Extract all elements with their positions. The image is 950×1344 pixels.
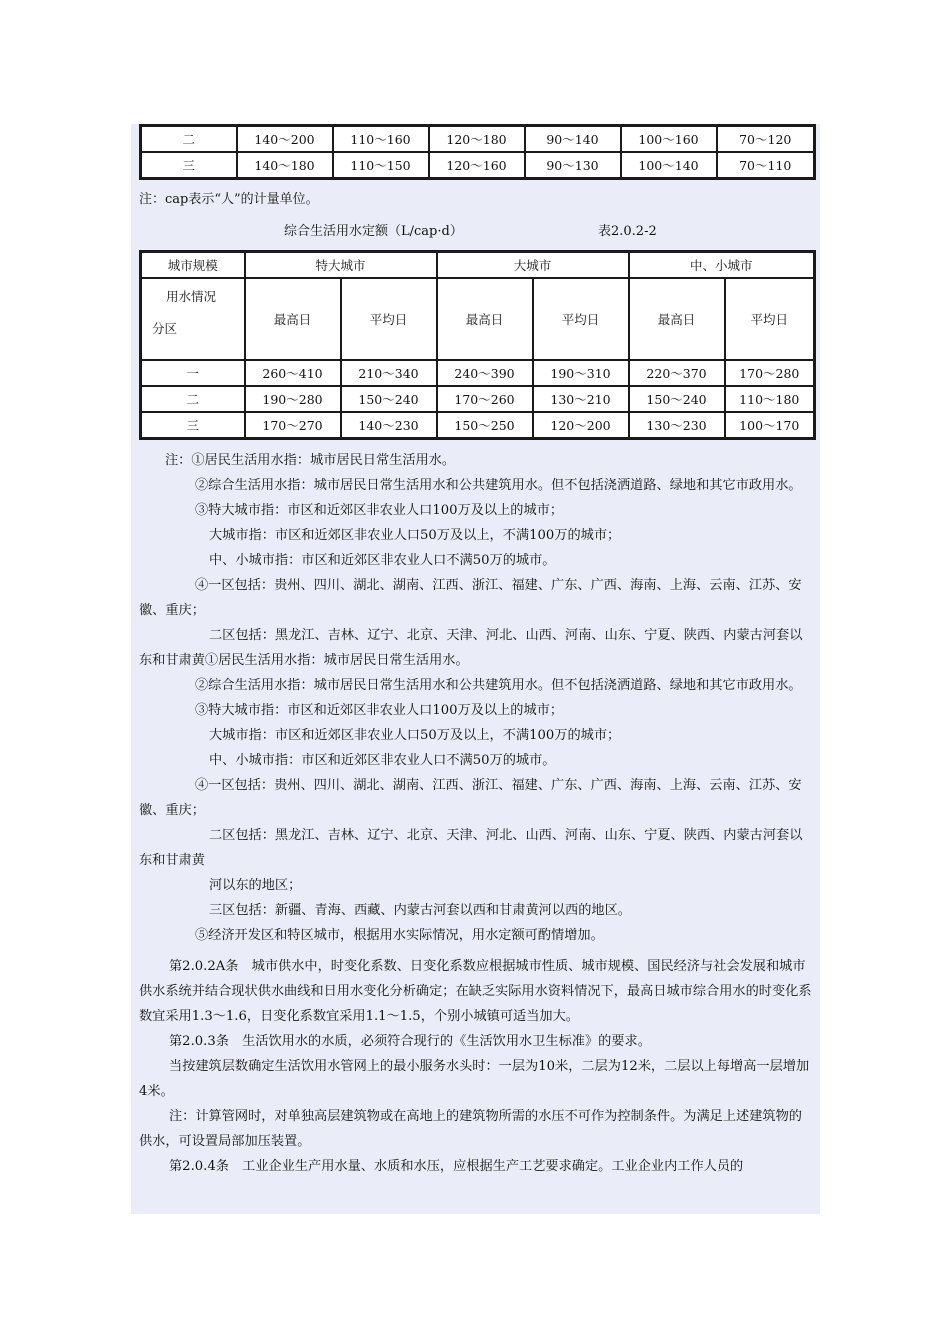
table-cell: 170～280 bbox=[725, 360, 815, 386]
table-cell: 110～180 bbox=[725, 386, 815, 412]
table-subheader-row bbox=[141, 278, 815, 360]
table-cell: 140～180 bbox=[237, 152, 333, 179]
table-caption bbox=[139, 220, 814, 240]
corner-bottom-label: 分区 bbox=[152, 321, 178, 336]
articles-section bbox=[139, 954, 814, 1179]
subheader-cell: 最高日 bbox=[437, 278, 533, 360]
subheader-cell: 最高日 bbox=[245, 278, 341, 360]
note-line: 大城市指：市区和近郊区非农业人口50万及以上，不满100万的城市； bbox=[209, 528, 621, 543]
table-cell: 一 bbox=[141, 360, 245, 386]
table-cell: 140～230 bbox=[341, 412, 437, 439]
article-paragraph: 第2.0.2A条 城市供水中，时变化系数、日变化系数应根据城市性质、城市规模、国民经济与社会发展和城市供水系统并结合现状供水曲线和日用水变化分析确定；在缺乏实际用水资料情况下，最高日城市综合用水的时变化系数宜采用1.3～1.6，日变化系数宜采用1.1～1.5，个别小城镇可适当加大。 bbox=[139, 959, 812, 1024]
subheader-cell: 平均日 bbox=[725, 278, 815, 360]
header-corner bbox=[141, 278, 245, 360]
table-cell: 110～160 bbox=[333, 126, 429, 153]
table-cell: 130～230 bbox=[629, 412, 725, 439]
water-quota-table bbox=[139, 250, 816, 440]
table-cell: 120～160 bbox=[429, 152, 525, 179]
table-cell: 150～250 bbox=[437, 412, 533, 439]
table-cell: 三 bbox=[141, 152, 237, 179]
note-line: 二区包括：黑龙江、吉林、辽宁、北京、天津、河北、山西、河南、山东、宁夏、陕西、内蒙古河套以东和甘肃黄①居民生活用水指：城市居民日常生活用水。 bbox=[139, 628, 803, 668]
note-line: 注：①居民生活用水指：城市居民日常生活用水。 bbox=[165, 453, 456, 468]
table-cell: 90～130 bbox=[525, 152, 621, 179]
header-group: 大城市 bbox=[437, 252, 629, 279]
article-paragraph: 第2.0.4条 工业企业生产用水量、水质和水压，应根据生产工艺要求确定。工业企业内工作人员的 bbox=[169, 1159, 744, 1174]
note-line: ④一区包括：贵州、四川、湖北、湖南、江西、浙江、福建、广东、广西、海南、上海、云南、江苏、安徽、重庆； bbox=[139, 778, 802, 818]
note-line: ④一区包括：贵州、四川、湖北、湖南、江西、浙江、福建、广东、广西、海南、上海、云南、江苏、安徽、重庆； bbox=[139, 578, 802, 618]
table-cell: 220～370 bbox=[629, 360, 725, 386]
notes-section bbox=[139, 448, 814, 1179]
table-row bbox=[141, 386, 815, 412]
table-cell: 100～160 bbox=[621, 126, 717, 153]
note-line: 二区包括：黑龙江、吉林、辽宁、北京、天津、河北、山西、河南、山东、宁夏、陕西、内蒙古河套以东和甘肃黄 bbox=[139, 828, 803, 868]
table-cell: 130～210 bbox=[533, 386, 629, 412]
subheader-cell: 平均日 bbox=[341, 278, 437, 360]
table-caption-title: 综合生活用水定额（L/cap·d） bbox=[284, 224, 463, 239]
table-cell: 二 bbox=[141, 386, 245, 412]
note-line: 中、小城市指：市区和近郊区非农业人口不满50万的城市。 bbox=[209, 753, 556, 768]
table-cell: 170～270 bbox=[245, 412, 341, 439]
table-cell: 120～200 bbox=[533, 412, 629, 439]
article-paragraph: 第2.0.3条 生活饮用水的水质，必须符合现行的《生活饮用水卫生标准》的要求。 bbox=[169, 1034, 651, 1049]
note-line: ⑤经济开发区和特区城市，根据用水实际情况，用水定额可酌情增加。 bbox=[195, 928, 604, 943]
table-cell: 190～310 bbox=[533, 360, 629, 386]
note-line: ③特大城市指：市区和近郊区非农业人口100万及以上的城市； bbox=[195, 703, 564, 718]
note-line: 中、小城市指：市区和近郊区非农业人口不满50万的城市。 bbox=[209, 553, 556, 568]
table-cell: 240～390 bbox=[437, 360, 533, 386]
table-cell: 150～240 bbox=[629, 386, 725, 412]
table-cell: 100～140 bbox=[621, 152, 717, 179]
table-row bbox=[141, 412, 815, 439]
header-group: 中、小城市 bbox=[629, 252, 815, 279]
article-paragraph: 当按建筑层数确定生活饮用水管网上的最小服务水头时：一层为10米，二层为12米，二层以上每增高一层增加4米。 bbox=[139, 1059, 810, 1099]
article-paragraph: 注：计算管网时，对单独高层建筑物或在高地上的建筑物所需的水压不可作为控制条件。为满足上述建筑物的供水，可设置局部加压装置。 bbox=[139, 1109, 802, 1149]
table-cell: 150～240 bbox=[341, 386, 437, 412]
note-line: ③特大城市指：市区和近郊区非农业人口100万及以上的城市； bbox=[195, 503, 564, 518]
table-caption-number: 表2.0.2-2 bbox=[598, 224, 657, 239]
header-city-scale: 城市规模 bbox=[141, 252, 245, 279]
cap-unit-note: 注：cap表示“人”的计量单位。 bbox=[139, 192, 319, 207]
table-row bbox=[141, 152, 815, 179]
table-cell: 二 bbox=[141, 126, 237, 153]
table-cell: 70～110 bbox=[717, 152, 815, 179]
table-cell: 170～260 bbox=[437, 386, 533, 412]
note-line: 大城市指：市区和近郊区非农业人口50万及以上，不满100万的城市； bbox=[209, 728, 621, 743]
table-cell: 100～170 bbox=[725, 412, 815, 439]
note-line: ②综合生活用水指：城市居民日常生活用水和公共建筑用水。但不包括浇洒道路、绿地和其它市政用水。 bbox=[195, 478, 802, 493]
table-cell: 210～340 bbox=[341, 360, 437, 386]
document-content bbox=[139, 124, 814, 1179]
note-line: ②综合生活用水指：城市居民日常生活用水和公共建筑用水。但不包括浇洒道路、绿地和其它市政用水。 bbox=[195, 678, 802, 693]
table-row bbox=[141, 126, 815, 153]
table-cell: 90～140 bbox=[525, 126, 621, 153]
table-header-row bbox=[141, 252, 815, 279]
subheader-cell: 最高日 bbox=[629, 278, 725, 360]
table-cell: 140～200 bbox=[237, 126, 333, 153]
note-line: 三区包括：新疆、青海、西藏、内蒙古河套以西和甘肃黄河以西的地区。 bbox=[209, 903, 631, 918]
table-continued bbox=[139, 124, 816, 180]
table-cell: 190～280 bbox=[245, 386, 341, 412]
table-cell: 260～410 bbox=[245, 360, 341, 386]
table-cell: 70～120 bbox=[717, 126, 815, 153]
header-group: 特大城市 bbox=[245, 252, 437, 279]
subheader-cell: 平均日 bbox=[533, 278, 629, 360]
table-cell: 120～180 bbox=[429, 126, 525, 153]
table-cell: 110～150 bbox=[333, 152, 429, 179]
table-cell: 三 bbox=[141, 412, 245, 439]
note-line: 河以东的地区； bbox=[209, 878, 302, 893]
table-row bbox=[141, 360, 815, 386]
corner-top-label: 用水情况 bbox=[166, 289, 217, 304]
